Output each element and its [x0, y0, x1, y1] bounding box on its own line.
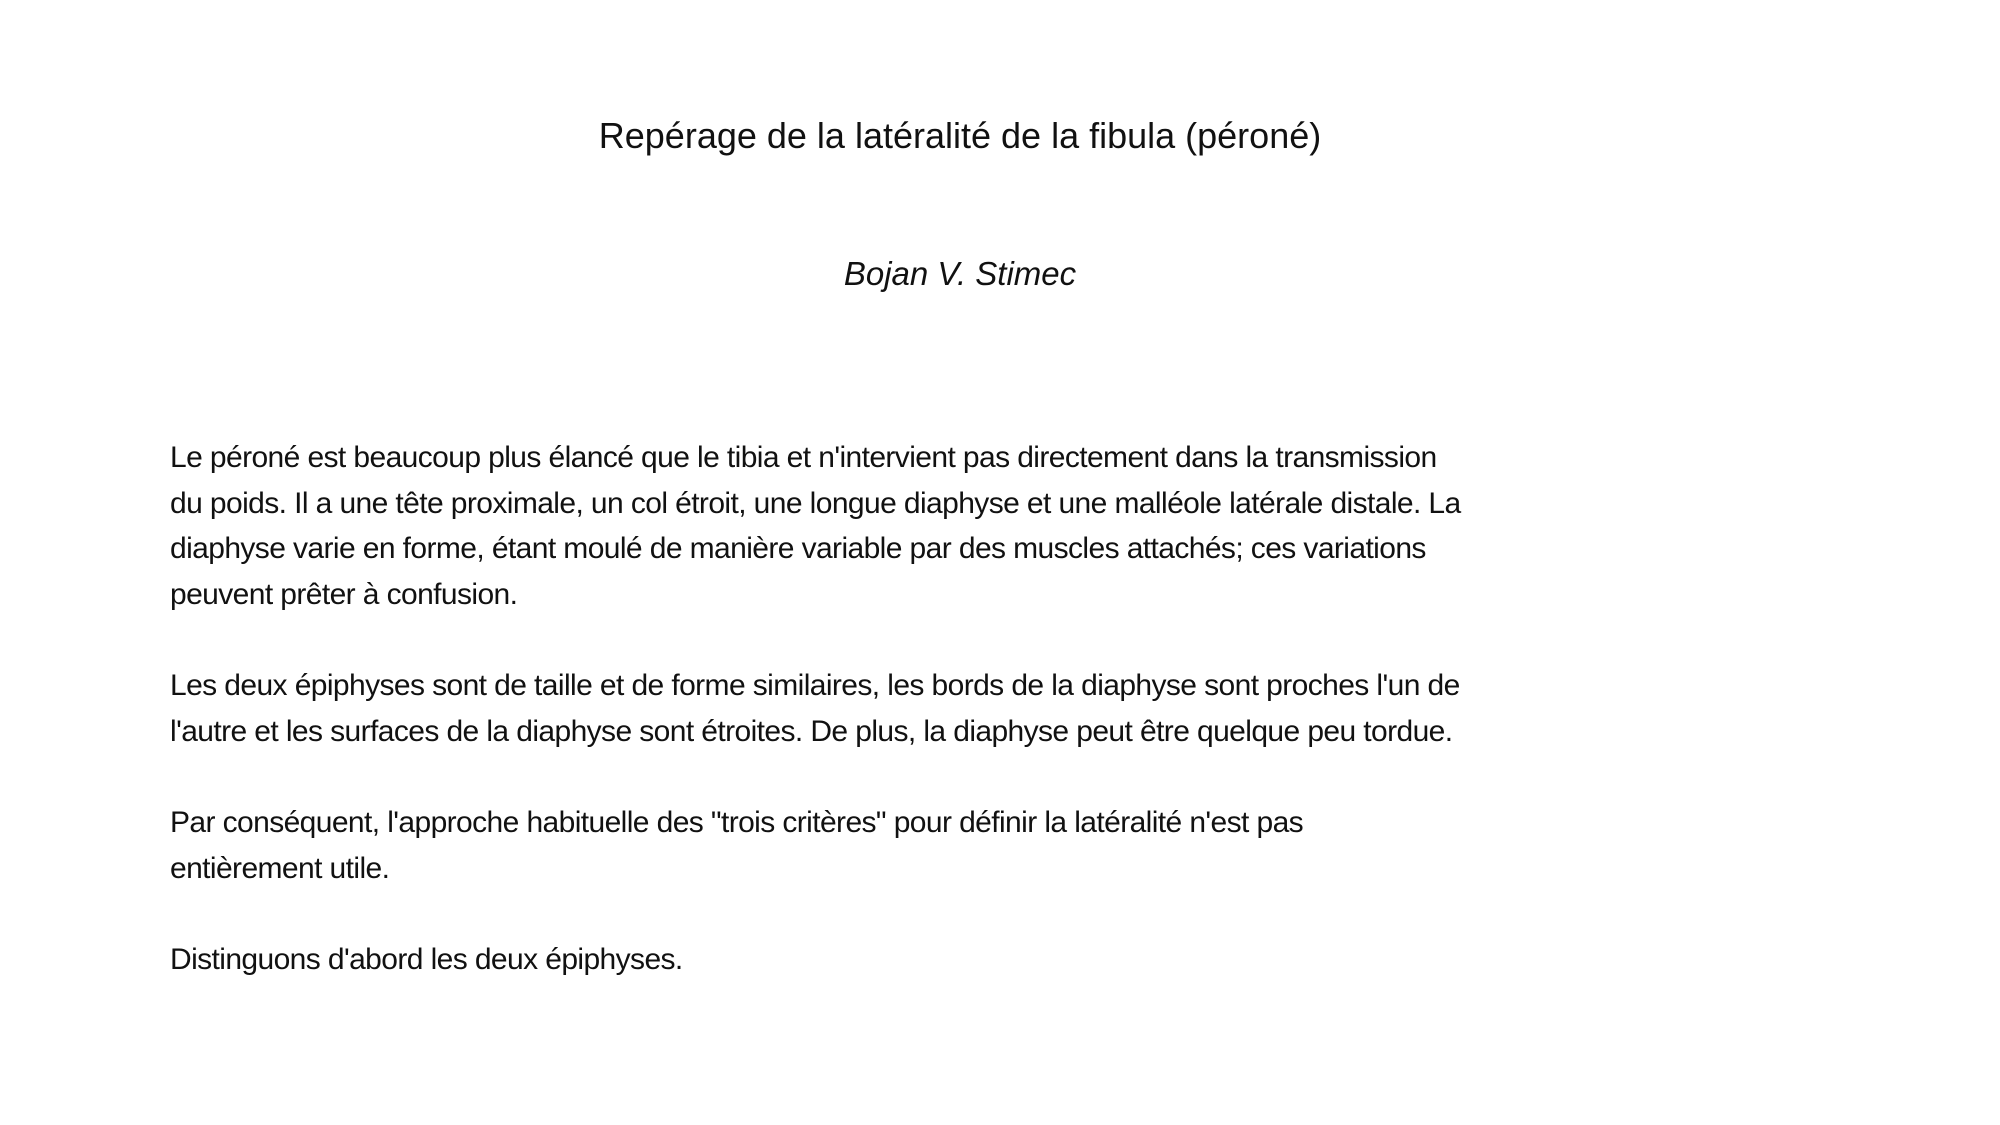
page-title: Repérage de la latéralité de la fibula (péroné) [598, 115, 1322, 156]
text-line: entièrement utile. [170, 851, 390, 885]
paragraph-1 [170, 435, 1810, 617]
text-line: Distinguons d'abord les deux épiphyses. [170, 943, 683, 976]
text-line: l'autre et les surfaces de la diaphyse sont étroites. De plus, la diaphyse peut être quelque peu tordue. [170, 714, 1453, 748]
text-line: Le péroné est beaucoup plus élancé que le tibia et n'intervient pas directement dans la transmission [170, 441, 1437, 474]
author-name: Bojan V. Stimec [843, 255, 1077, 292]
text-line: peuvent prêter à confusion. [170, 577, 518, 611]
paragraph-2 [170, 663, 1810, 754]
paragraph-4 [170, 937, 1810, 983]
text-line: Les deux épiphyses sont de taille et de forme similaires, les bords de la diaphyse sont proches l'un de [170, 669, 1460, 702]
text-line: diaphyse varie en forme, étant moulé de manière variable par des muscles attachés; ces variations [170, 532, 1426, 565]
text-line: Par conséquent, l'approche habituelle des "trois critères" pour définir la latéralité n'est pas [170, 806, 1304, 839]
paragraph-3 [170, 800, 1810, 891]
text-line: du poids. Il a une tête proximale, un col étroit, une longue diaphyse et une malléole latérale distale. La [170, 486, 1461, 520]
